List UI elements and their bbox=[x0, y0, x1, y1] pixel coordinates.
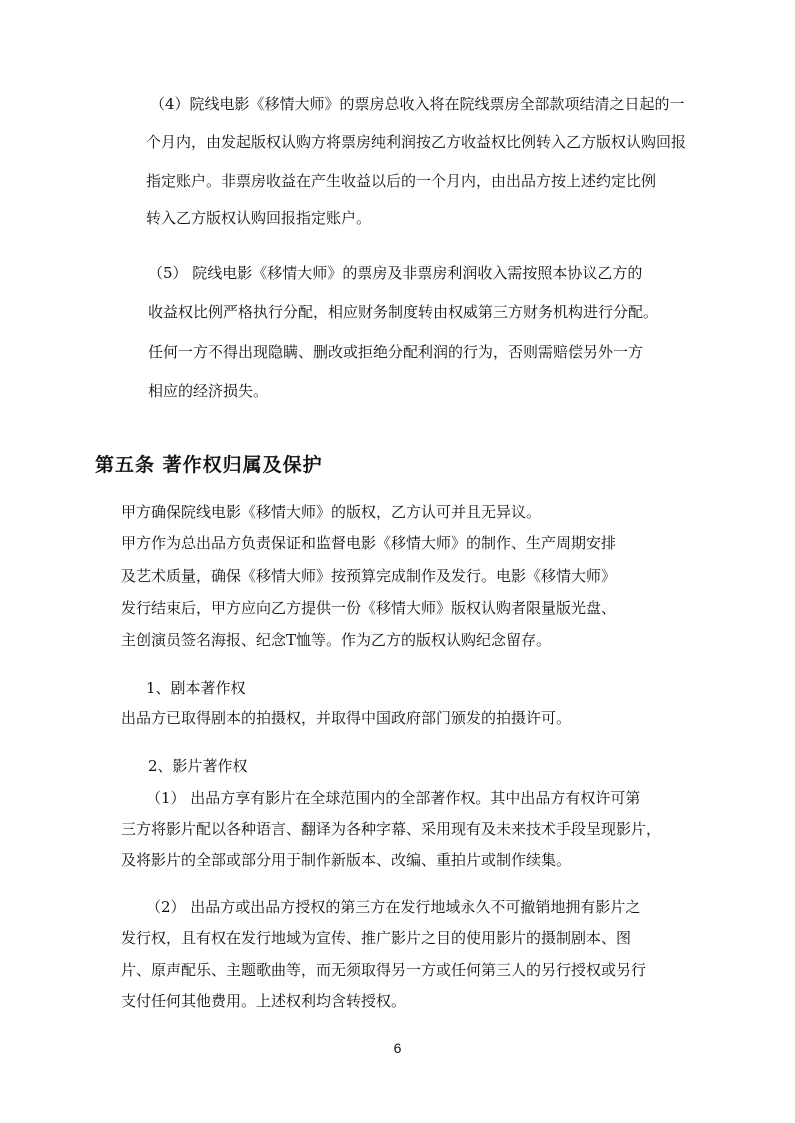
intro-line: 发行结束后，甲方应向乙方提供一份《移情大师》版权认购者限量版光盘、 bbox=[121, 599, 617, 617]
paragraph-line: 个月内，由发起版权认购方将票房纯利润按乙方收益权比例转入乙方版权认购回报 bbox=[146, 133, 687, 151]
paragraph-line: （5） 院线电影《移情大师》的票房及非票房利润收入需按照本协议乙方的 bbox=[148, 264, 643, 282]
paragraph-line: 相应的经济损失。 bbox=[148, 382, 269, 400]
item-line: （2） 出品方或出品方授权的第三方在发行地域永久不可撤销地拥有影片之 bbox=[146, 898, 641, 916]
item-line: （1） 出品方享有影片在全球范围内的全部著作权。其中出品方有权许可第 bbox=[146, 789, 641, 807]
intro-line: 主创演员签名海报、纪念T恤等。作为乙方的版权认购纪念留存。 bbox=[121, 631, 552, 649]
item-line: 发行权，且有权在发行地域为宣传、推广影片之目的使用影片的摄制剧本、图 bbox=[121, 929, 632, 947]
paragraph-line: 转入乙方版权认购回报指定账户。 bbox=[146, 209, 372, 227]
article-heading: 第五条 著作权归属及保护 bbox=[95, 454, 323, 476]
item-line: 支付任何其他费用。上述权利均含转授权。 bbox=[121, 992, 407, 1010]
intro-line: 及艺术质量，确保《移情大师》按预算完成制作及发行。电影《移情大师》 bbox=[121, 567, 617, 585]
paragraph-line: （4）院线电影《移情大师》的票房总收入将在院线票房全部款项结清之日起的一 bbox=[150, 95, 685, 113]
paragraph-line: 收益权比例严格执行分配，相应财务制度转由权威第三方财务机构进行分配。 bbox=[148, 303, 659, 321]
intro-line: 甲方确保院线电影《移情大师》的版权，乙方认可并且无异议。 bbox=[121, 503, 542, 521]
item-line: 三方将影片配以各种语言、翻译为各种字幕、采用现有及未来技术手段呈现影片， bbox=[121, 820, 662, 838]
paragraph-line: 任何一方不得出现隐瞒、删改或拒绝分配利润的行为，否则需赔偿另外一方 bbox=[148, 343, 644, 361]
item-line: 片、原声配乐、主题歌曲等，而无须取得另一方或任何第三人的另行授权或另行 bbox=[121, 961, 647, 979]
page-number: 6 bbox=[393, 1040, 402, 1056]
section-1-title: 1、剧本著作权 bbox=[146, 679, 246, 697]
intro-line: 甲方作为总出品方负责保证和监督电影《移情大师》的制作、生产周期安排 bbox=[121, 534, 617, 552]
paragraph-line: 指定账户。非票房收益在产生收益以后的一个月内，由出品方按上述约定比例 bbox=[146, 172, 657, 190]
section-1-text: 出品方已取得剧本的拍摄权，并取得中国政府部门颁发的拍摄许可。 bbox=[121, 709, 572, 727]
section-2-title: 2、影片著作权 bbox=[148, 757, 248, 775]
item-line: 及将影片的全部或部分用于制作新版本、改编、重拍片或制作续集。 bbox=[121, 851, 572, 869]
